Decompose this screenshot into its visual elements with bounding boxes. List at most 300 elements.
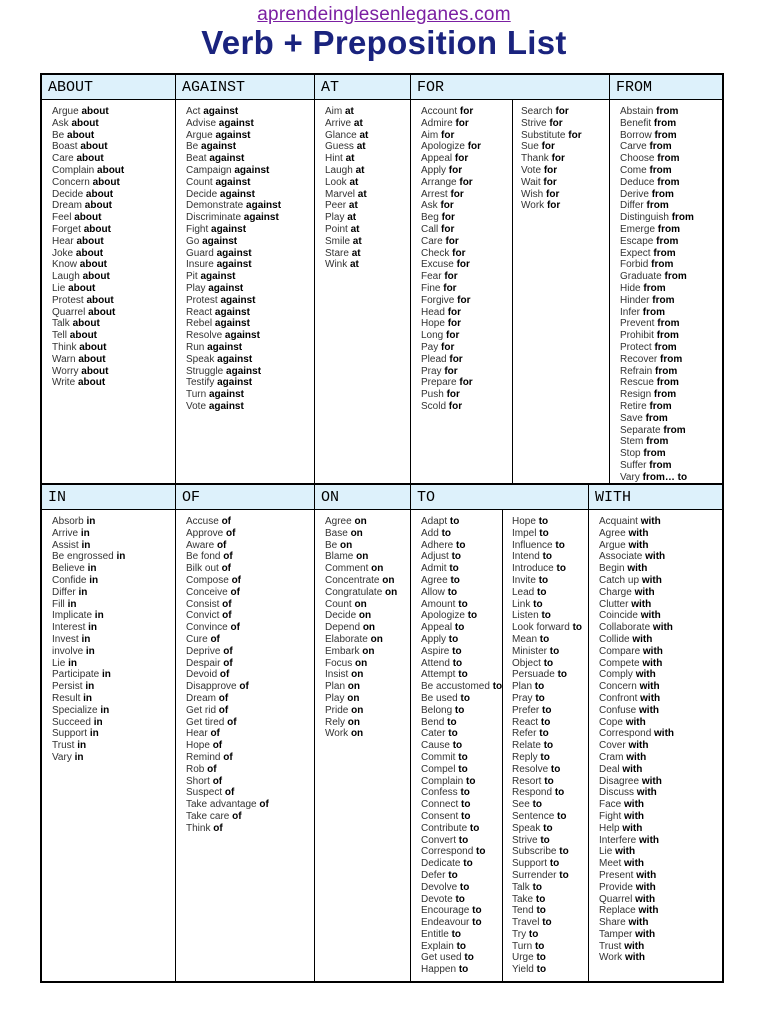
preposition: for: [448, 164, 463, 176]
column-header: [411, 485, 588, 510]
verb: Turn: [512, 940, 535, 952]
verb-entry: [512, 846, 586, 858]
verb: Cram: [599, 751, 627, 763]
verb: Listen: [512, 610, 542, 622]
verb: Short: [186, 775, 213, 787]
verb-entry: [186, 318, 312, 330]
verb: Concentrate: [325, 574, 383, 586]
verb-entry: [599, 575, 720, 587]
verb: Invest: [52, 633, 82, 645]
verb: Differ: [52, 586, 79, 598]
preposition: about: [72, 318, 100, 330]
preposition: against: [216, 259, 252, 271]
preposition: for: [459, 106, 474, 117]
verb-entry: [421, 224, 513, 236]
verb-entry: [52, 259, 173, 271]
verb: Forget: [52, 223, 84, 235]
verb: Specialize: [52, 704, 101, 716]
verb: Tamper: [599, 928, 636, 940]
verb-entry: [512, 587, 586, 599]
verb-entry: [512, 964, 586, 976]
verb: Rob: [186, 763, 208, 775]
verb-entry: [421, 634, 505, 646]
verb-entry: [421, 141, 513, 153]
verb: Interfere: [599, 834, 640, 846]
preposition: to: [540, 751, 550, 763]
verb-entry: [620, 153, 720, 165]
preposition: in: [93, 716, 103, 728]
verb: Subscribe: [512, 846, 560, 858]
verb-entry: [421, 177, 513, 189]
verb-entry: [599, 870, 720, 882]
verb: Forgive: [421, 294, 458, 306]
verb-entry: [52, 717, 173, 729]
verb: Prohibit: [620, 330, 657, 342]
verb-entry: [186, 693, 312, 705]
verb: Stem: [620, 436, 647, 448]
preposition: about: [75, 247, 104, 259]
preposition: with: [641, 574, 662, 586]
verb: Confess: [421, 787, 461, 799]
verb-entry: [512, 917, 586, 929]
verb: Retire: [620, 400, 650, 412]
verb-entry: [186, 646, 312, 658]
verb: Excuse: [421, 259, 457, 271]
verb: Work: [521, 200, 547, 212]
verb: Fight: [599, 810, 625, 822]
verb-entry: [52, 681, 173, 693]
preposition: about: [76, 153, 104, 165]
verb-entry: [421, 295, 513, 307]
preposition: against: [220, 294, 256, 306]
verb-entry: [512, 787, 586, 799]
preposition: of: [223, 645, 233, 657]
verb-entry: [186, 752, 312, 764]
preposition: of: [207, 763, 217, 775]
verb: Beg: [421, 212, 442, 224]
preposition: to: [543, 657, 554, 669]
verb: Refrain: [620, 365, 656, 377]
verb-entry: [512, 858, 586, 870]
preposition: for: [450, 188, 464, 200]
verb-entry: [325, 177, 408, 189]
preposition: with: [638, 905, 659, 917]
preposition: in: [89, 574, 99, 586]
preposition: about: [92, 176, 120, 188]
preposition: from: [646, 200, 669, 212]
preposition: of: [259, 799, 269, 811]
verb-entry: [186, 366, 312, 378]
verb-entry: [421, 787, 505, 799]
preposition: with: [634, 586, 655, 598]
preposition: for: [447, 306, 462, 318]
verb: Pit: [186, 271, 201, 283]
verb-list: [620, 106, 720, 484]
preposition: of: [239, 681, 249, 693]
preposition: for: [446, 330, 460, 342]
preposition: of: [218, 692, 229, 704]
preposition: to: [537, 586, 547, 598]
preposition: with: [631, 598, 652, 610]
verb-entry: [599, 551, 720, 563]
verb: Separate: [620, 424, 664, 436]
verb-entry: [521, 130, 607, 142]
column-header: [589, 485, 722, 510]
verb-entry: [186, 575, 312, 587]
verb: Confront: [599, 692, 641, 704]
verb-entry: [52, 366, 173, 378]
preposition: about: [85, 188, 114, 200]
preposition: to: [448, 728, 458, 740]
verb-entry: [325, 212, 408, 224]
verb: Get used: [421, 952, 465, 964]
verb: Resolve: [512, 763, 551, 775]
verb: Talk: [512, 881, 533, 893]
preposition: of: [230, 622, 240, 634]
verb: Pride: [325, 704, 352, 716]
preposition: of: [221, 563, 232, 575]
preposition: at: [353, 117, 363, 129]
preposition: about: [67, 129, 95, 141]
preposition: to: [550, 763, 561, 775]
verb: Compose: [186, 574, 232, 586]
site-link[interactable]: aprendeinglesenleganes.com: [257, 4, 511, 25]
preposition: to: [461, 810, 471, 822]
verb: Elaborate: [325, 633, 371, 645]
verb-entry: [325, 599, 408, 611]
preposition: against: [208, 282, 244, 294]
verb-entry: [325, 189, 408, 201]
preposition: of: [231, 574, 242, 586]
verb-entry: [52, 705, 173, 717]
verb: Explain: [421, 940, 457, 952]
preposition: of: [223, 657, 233, 669]
verb: Absorb: [52, 516, 87, 527]
preposition: for: [459, 377, 473, 389]
verb: Relate: [512, 740, 544, 752]
verb: Accuse: [186, 516, 222, 527]
preposition: for: [568, 129, 582, 141]
preposition: for: [555, 106, 569, 117]
verb: Clutter: [599, 598, 632, 610]
verb: Resign: [620, 389, 654, 401]
preposition: of: [223, 751, 233, 763]
verb: Base: [325, 527, 351, 539]
verb: Share: [599, 917, 629, 929]
preposition: to: [492, 681, 503, 693]
preposition: on: [354, 598, 367, 610]
table-bottom-section: [42, 483, 722, 983]
verb: Talk: [52, 318, 73, 330]
verb-entry: [186, 106, 312, 118]
preposition: against: [246, 200, 282, 212]
verb: Guard: [186, 247, 217, 259]
verb: Apologize: [421, 141, 468, 153]
verb-entry: [52, 271, 173, 283]
verb: Resolve: [186, 330, 225, 342]
preposition: for: [456, 259, 470, 271]
verb-entry: [325, 200, 408, 212]
preposition: to: [450, 574, 460, 586]
verb: Collaborate: [599, 622, 653, 634]
verb: Participate: [52, 669, 103, 681]
verb-entry: [599, 658, 720, 670]
verb: Disagree: [599, 775, 642, 787]
verb: Distinguish: [620, 212, 672, 224]
verb: Forbid: [620, 259, 652, 271]
verb: Think: [186, 822, 214, 834]
verb-entry: [421, 752, 505, 764]
verb-entry: [599, 799, 720, 811]
verb-entry: [421, 705, 505, 717]
column-heading: AT: [321, 79, 340, 96]
preposition: to: [539, 527, 549, 539]
verb-entry: [421, 681, 505, 693]
verb: Pray: [421, 365, 445, 377]
preposition: to: [543, 822, 553, 834]
verb-entry: [620, 141, 720, 153]
preposition: from: [649, 164, 672, 176]
preposition: in: [81, 633, 91, 645]
verb: Be: [52, 129, 68, 141]
preposition: to: [536, 905, 546, 917]
verb: Insure: [186, 259, 217, 271]
verb-entry: [421, 354, 513, 366]
preposition: in: [68, 657, 78, 669]
verb-entry: [52, 563, 173, 575]
verb-entry: [512, 952, 586, 964]
preposition: for: [467, 141, 482, 153]
preposition: for: [457, 294, 471, 306]
verb: Account: [421, 106, 460, 117]
preposition: on: [362, 622, 376, 634]
preposition: with: [639, 704, 660, 716]
verb: Deal: [599, 763, 623, 775]
column-heading: ON: [321, 489, 340, 506]
verb: Infer: [620, 306, 643, 318]
preposition: from: [657, 153, 680, 165]
preposition: in: [116, 551, 126, 563]
verb: Despair: [186, 657, 224, 669]
preposition: from: [652, 294, 675, 306]
verb: Scold: [421, 400, 449, 412]
preposition: of: [223, 551, 233, 563]
preposition: on: [347, 681, 361, 693]
preposition: from: [657, 223, 681, 235]
verb: Take advantage: [186, 799, 260, 811]
verb: Begin: [599, 563, 628, 575]
verb-entry: [512, 528, 586, 540]
verb: Yield: [512, 964, 537, 976]
preposition: against: [215, 176, 251, 188]
verb: Congratulate: [325, 586, 386, 598]
verb: Pay: [421, 341, 442, 353]
verb: Write: [52, 377, 78, 389]
preposition: from: [671, 212, 694, 224]
verb-entry: [599, 905, 720, 917]
verb: Influence: [512, 539, 556, 551]
preposition: to: [532, 799, 543, 811]
verb: Mean: [512, 633, 540, 645]
column-heading: AGAINST: [182, 79, 246, 96]
verb-entry: [186, 811, 312, 823]
verb-entry: [599, 646, 720, 658]
verb-entry: [52, 622, 173, 634]
preposition: to: [541, 610, 551, 622]
verb-entry: [325, 717, 408, 729]
preposition: at: [351, 247, 361, 259]
verb: Link: [512, 598, 534, 610]
verb: Focus: [325, 657, 356, 669]
verb: Travel: [512, 917, 543, 929]
verb: Decide: [52, 188, 86, 200]
preposition: on: [340, 539, 353, 551]
verb: Rescue: [620, 377, 657, 389]
verb-entry: [325, 658, 408, 670]
preposition: to: [539, 728, 549, 740]
verb: Substitute: [521, 129, 569, 141]
verb: Replace: [599, 905, 639, 917]
verb: Recover: [620, 353, 661, 365]
verb-entry: [325, 622, 408, 634]
preposition: with: [624, 940, 645, 952]
preposition: on: [350, 728, 364, 740]
verb: Decide: [186, 188, 220, 200]
verb-entry: [186, 587, 312, 599]
column-heading: ABOUT: [48, 79, 94, 96]
verb: Minister: [512, 645, 550, 657]
preposition: to: [476, 846, 486, 858]
preposition: against: [200, 271, 236, 283]
column-header: [42, 485, 175, 510]
verb: Cure: [186, 633, 211, 645]
verb-entry: [186, 271, 312, 283]
verb-entry: [599, 634, 720, 646]
verb-entry: [325, 540, 408, 552]
verb-entry: [421, 941, 505, 953]
verb-entry: [620, 401, 720, 413]
verb: Fill: [52, 598, 68, 610]
verb-entry: [521, 106, 607, 118]
preposition: for: [543, 176, 557, 188]
preposition: with: [642, 657, 663, 669]
verb-entry: [325, 106, 408, 118]
preposition: on: [356, 551, 369, 563]
verb: Correspond: [599, 728, 655, 740]
verb: Protect: [620, 341, 655, 353]
verb-entry: [620, 377, 720, 389]
verb-entry: [599, 952, 720, 964]
preposition: to: [459, 881, 470, 893]
verb-entry: [620, 425, 720, 437]
preposition: with: [624, 799, 645, 811]
verb-entry: [186, 634, 312, 646]
preposition: to: [542, 917, 552, 929]
verb-entry: [512, 882, 586, 894]
verb: Joke: [52, 247, 76, 259]
verb-entry: [186, 189, 312, 201]
verb: Argue: [52, 106, 82, 117]
verb: Concern: [599, 681, 640, 693]
preposition: against: [202, 235, 238, 247]
verb-entry: [421, 248, 513, 260]
verb: Get tired: [186, 716, 228, 728]
column-of: [176, 485, 315, 983]
verb-entry: [186, 377, 312, 389]
preposition: with: [632, 633, 653, 645]
verb: Reply: [512, 751, 541, 763]
preposition: at: [350, 259, 359, 271]
preposition: from: [657, 318, 680, 330]
verb: Implicate: [52, 610, 95, 622]
verb-entry: [512, 764, 586, 776]
verb-entry: [186, 389, 312, 401]
verb-entry: [186, 599, 312, 611]
preposition: at: [352, 235, 362, 247]
preposition: to: [463, 858, 473, 870]
preposition: to: [461, 799, 471, 811]
verb-entry: [512, 563, 586, 575]
verb-entry: [52, 377, 173, 389]
verb: Agree: [421, 574, 451, 586]
preposition: to: [460, 692, 470, 704]
preposition: to: [535, 893, 546, 905]
preposition: to: [454, 704, 465, 716]
verb-entry: [186, 248, 312, 260]
verb: Discriminate: [186, 212, 244, 224]
preposition: of: [218, 704, 229, 716]
verb-entry: [421, 823, 505, 835]
verb: Aim: [325, 106, 345, 117]
verb-entry: [421, 669, 505, 681]
verb-entry: [325, 563, 408, 575]
verb: Protest: [186, 294, 221, 306]
verb-entry: [599, 681, 720, 693]
verb-entry: [512, 717, 586, 729]
verb: Dedicate: [421, 858, 464, 870]
preposition: about: [86, 294, 114, 306]
verb-entry: [52, 212, 173, 224]
verb-entry: [421, 516, 505, 528]
preposition: from: [649, 459, 672, 471]
verb: Contribute: [421, 822, 470, 834]
verb-entry: [325, 224, 408, 236]
verb: Persist: [52, 681, 86, 693]
verb: Commit: [421, 751, 459, 763]
verb: Head: [421, 306, 448, 318]
preposition: from… to: [642, 471, 688, 483]
verb: Bilk out: [186, 563, 222, 575]
verb-entry: [620, 189, 720, 201]
verb-entry: [620, 224, 720, 236]
preposition: on: [347, 692, 360, 704]
verb: Fear: [421, 271, 445, 283]
preposition: against: [203, 106, 239, 117]
verb-entry: [599, 540, 720, 552]
verb: Derive: [620, 188, 652, 200]
verb: Hide: [620, 282, 644, 294]
verb: Act: [186, 106, 204, 117]
verb: Vote: [521, 164, 544, 176]
verb-entry: [620, 283, 720, 295]
verb-entry: [325, 705, 408, 717]
preposition: to: [456, 940, 467, 952]
preposition: to: [466, 775, 476, 787]
verb-entry: [186, 330, 312, 342]
preposition: against: [214, 318, 250, 330]
preposition: on: [355, 657, 368, 669]
verb-entry: [599, 835, 720, 847]
